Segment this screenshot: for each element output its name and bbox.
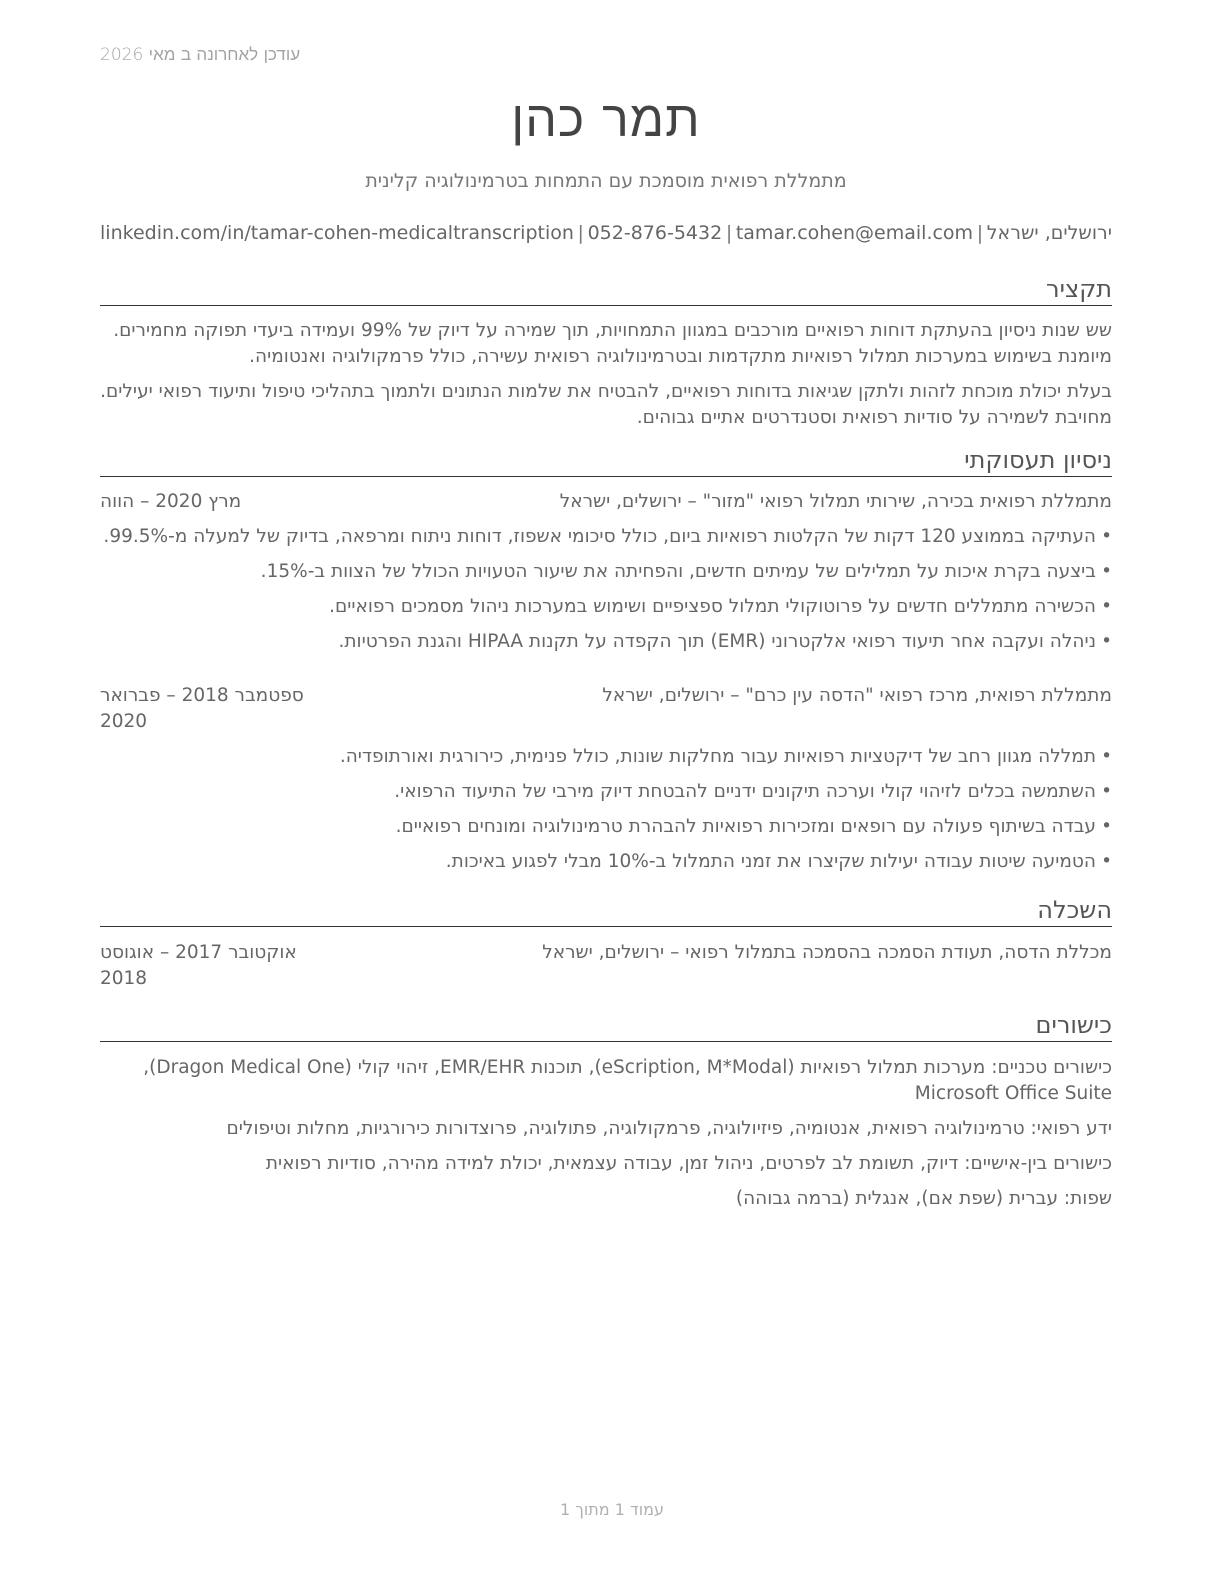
job-bullet: • תמללה מגוון רחב של דיקטציות רפואיות עבור מחלקות שונות, כולל פנימית, כירורגית ואורתופדיה. xyxy=(100,744,1112,770)
skill-line: ידע רפואי: טרמינולוגיה רפואית, אנטומיה, פיזיולוגיה, פרמקולוגיה, פתולוגיה, פרוצדורות כירורגיות, מחלות וטיפולים xyxy=(226,1118,1112,1139)
contact-phone[interactable]: 052-876-5432 xyxy=(587,222,723,244)
last-updated-note: עודכן לאחרונה ב מאי 2026 xyxy=(100,45,301,65)
section-title-skills: כישורים xyxy=(100,1010,1112,1042)
education-section xyxy=(100,895,1112,992)
resume-page xyxy=(100,90,1112,1212)
education-dates: אוקטובר 2017 – אוגוסט 2018 xyxy=(100,942,297,989)
job-bullet: • העתיקה בממוצע 120 דקות של הקלטות רפואיות ביום, כולל סיכומי אשפוז, דוחות ניתוח ומרפאה, בדיוק של למעלה מ-99.5%. xyxy=(100,524,1112,550)
job-role: מתמללת רפואית בכירה, שירותי תמלול רפואי "מזור" – ירושלים, ישראל xyxy=(559,491,1112,512)
job-entry xyxy=(100,489,1112,655)
job-dates: מרץ 2020 – הווה xyxy=(100,491,242,512)
job-bullet: • הכשירה מתמללים חדשים על פרוטוקולי תמלול ספציפיים ושימוש במערכות ניהול מסמכים רפואיים. xyxy=(100,594,1112,620)
job-bullet: • השתמשה בכלים לזיהוי קולי וערכה תיקונים ידניים להבטחת דיוק מירבי של התיעוד הרפואי. xyxy=(100,779,1112,805)
job-bullet: • הטמיעה שיטות עבודה יעילות שקיצרו את זמני התמלול ב-10% מבלי לפגוע באיכות. xyxy=(100,849,1112,875)
section-title-education: השכלה xyxy=(100,895,1112,927)
contact-separator: | xyxy=(725,222,733,244)
summary-paragraph: שש שנות ניסיון בהעתקת דוחות רפואיים מורכבים במגוון התמחויות, תוך שמירה על דיוק של 99% ועמידה ביעדי תפוקה מחמירים. מיומנת בשימוש במערכות תמלול רפואיות מתקדמות ובטרמינולוגיה רפואית עשירה, כולל פרמקולוגיה ואנטומיה. xyxy=(113,320,1112,367)
contact-linkedin[interactable]: linkedin.com/in/tamar-cohen-medicaltranscription xyxy=(100,222,574,244)
job-bullet: • עבדה בשיתוף פעולה עם רופאים ומזכירות רפואיות להבהרת טרמינולוגיה ומונחים רפואיים. xyxy=(100,814,1112,840)
job-bullets xyxy=(100,524,1112,655)
page-number: עמוד 1 מתוך 1 xyxy=(560,1500,664,1519)
summary-section xyxy=(100,274,1112,431)
job-header xyxy=(100,683,1112,735)
skill-line: כישורים טכניים: מערכות תמלול רפואיות (eScription, M*Modal), תוכנות EMR/EHR, זיהוי קולי (Dragon Medical One), Microsoft Office Suite xyxy=(143,1057,1112,1104)
contact-location: ירושלים, ישראל xyxy=(986,222,1112,244)
skill-line: כישורים בין-אישיים: דיוק, תשומת לב לפרטים, ניהול זמן, עבודה עצמאית, יכולת למידה מהירה, סודיות רפואית xyxy=(265,1153,1112,1174)
education-degree: מכללת הדסה, תעודת הסמכה בהסמכה בתמלול רפואי – ירושלים, ישראל xyxy=(542,942,1112,963)
summary-paragraph: בעלת יכולת מוכחת לזהות ולתקן שגיאות בדוחות רפואיים, להבטיח את שלמות הנתונים ולתמוך בתהליכי טיפול ותיעוד רפואי יעילים. מחויבת לשמירה על סודיות רפואית וסטנדרטים אתיים גבוהים. xyxy=(100,381,1112,428)
contact-separator: | xyxy=(577,222,584,244)
contact-line xyxy=(100,220,1112,246)
job-bullets xyxy=(100,744,1112,875)
contact-email[interactable]: tamar.cohen@email.com xyxy=(735,222,974,244)
job-role: מתמללת רפואית, מרכז רפואי "הדסה עין כרם" – ירושלים, ישראל xyxy=(602,685,1112,706)
job-bullet: • ניהלה ועקבה אחר תיעוד רפואי אלקטרוני (EMR) תוך הקפדה על תקנות HIPAA והגנת הפרטיות. xyxy=(100,629,1112,655)
contact-separator: | xyxy=(976,222,984,244)
job-entry xyxy=(100,683,1112,875)
job-dates: ספטמבר 2018 – פברואר 2020 xyxy=(100,685,304,732)
candidate-subtitle: מתמללת רפואית מוסמכת עם התמחות בטרמינולוגיה קלינית xyxy=(365,170,847,192)
section-title-experience: ניסיון תעסוקתי xyxy=(100,445,1112,477)
job-header xyxy=(100,489,1112,515)
job-bullet: • ביצעה בקרת איכות על תמלילים של עמיתים חדשים, והפחיתה את שיעור הטעויות הכולל של הצוות ב-15%. xyxy=(100,559,1112,585)
education-entry xyxy=(100,940,1112,992)
candidate-name: תמר כהן xyxy=(511,90,701,148)
section-title-summary: תקציר xyxy=(100,274,1112,306)
skills-section xyxy=(100,1010,1112,1212)
skill-line: שפות: עברית (שפת אם), אנגלית (ברמה גבוהה) xyxy=(735,1188,1112,1209)
experience-section xyxy=(100,445,1112,875)
